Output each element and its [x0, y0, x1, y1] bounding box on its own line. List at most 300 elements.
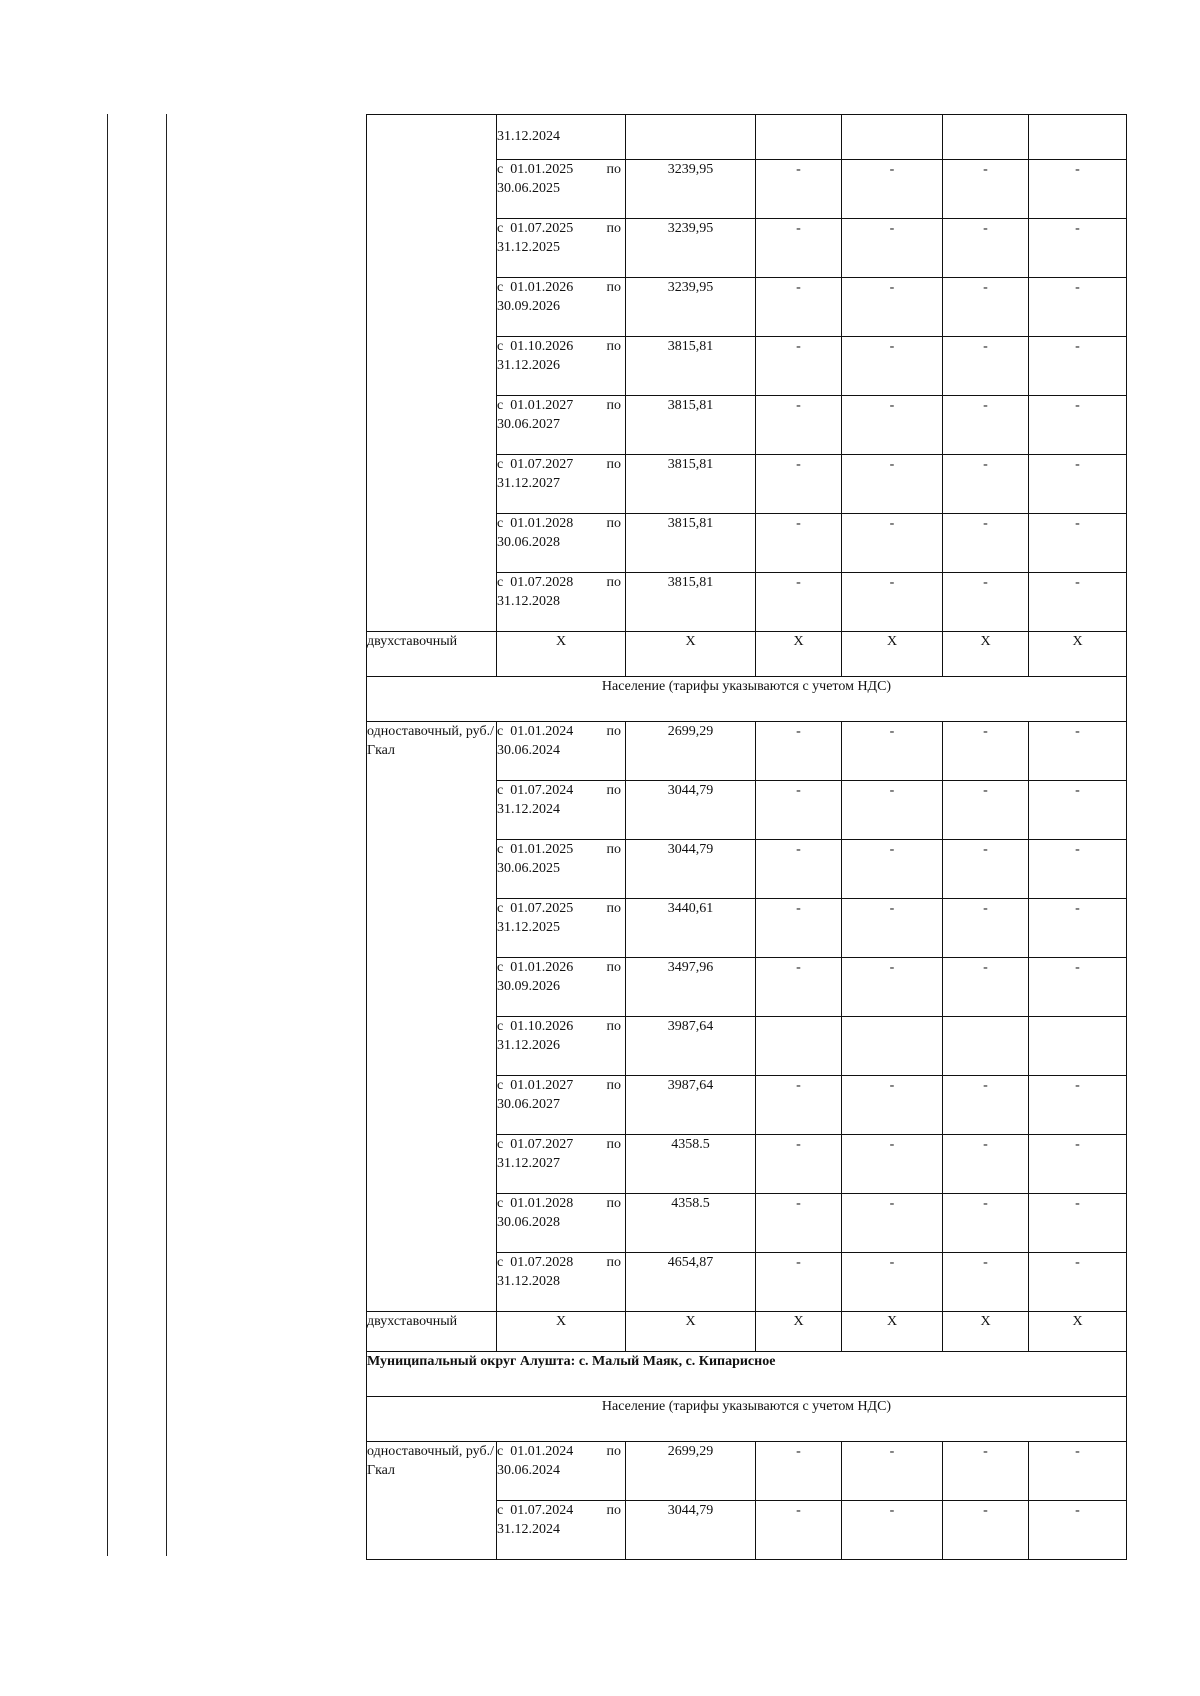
period-from-group [497, 396, 573, 415]
period-from-date: 01.07.2027 [510, 457, 574, 472]
period-from-prefix: с [497, 516, 504, 531]
period-to-date: 30.06.2027 [497, 1097, 560, 1112]
tariff-cell-c5 [943, 1017, 1029, 1076]
period-from-date: 01.10.2026 [510, 1019, 574, 1034]
tariff-value: 3987,64 [626, 1017, 756, 1076]
period-from-prefix: с [497, 339, 504, 354]
tariff-row [367, 1442, 1127, 1501]
period-from-group [497, 781, 573, 800]
tariff-cell-c6: - [1029, 958, 1127, 1017]
period-from-prefix: с [497, 960, 504, 975]
tariff-cell-c3 [756, 115, 842, 160]
period-to-line [497, 1095, 625, 1114]
period-from-line [497, 1135, 625, 1154]
tariff-cell-c4: - [842, 1501, 943, 1560]
period-cell [497, 337, 626, 396]
tariff-cell-c6: - [1029, 278, 1127, 337]
tariff-cell-c4: - [842, 455, 943, 514]
period-from-group [497, 278, 573, 297]
tariff-cell-c3: - [756, 722, 842, 781]
period-to-prefix: по [606, 280, 621, 295]
period-to-line [497, 415, 625, 434]
tariff-value: 3987,64 [626, 1076, 756, 1135]
period-to-line [497, 474, 625, 493]
tariff-cell-c6: - [1029, 1135, 1127, 1194]
period-from-prefix: с [497, 1255, 504, 1270]
period-to-date: 30.06.2025 [497, 181, 560, 196]
period-to-date: 30.06.2028 [497, 535, 560, 550]
period-cell [497, 514, 626, 573]
tariff-cell-c6: - [1029, 1076, 1127, 1135]
period-to-line [497, 1520, 625, 1539]
period-from-line [497, 722, 625, 741]
tariff-cell-c4: - [842, 899, 943, 958]
tariff-value: 3440,61 [626, 899, 756, 958]
tariff-cell-c5: - [943, 337, 1029, 396]
tariff-value: 3815,81 [626, 337, 756, 396]
municipal-district-title-row [367, 1352, 1127, 1397]
period-from-prefix: с [497, 1503, 504, 1518]
not-applicable-mark: X [842, 1312, 943, 1352]
period-from-group [497, 160, 573, 179]
not-applicable-mark: X [626, 1312, 756, 1352]
period-from-date: 01.07.2028 [510, 1255, 574, 1270]
period-from-prefix: с [497, 1019, 504, 1034]
tariff-cell-c4: - [842, 278, 943, 337]
tariff-cell-c4: - [842, 219, 943, 278]
not-applicable-mark: X [756, 1312, 842, 1352]
tariff-cell-c4: - [842, 573, 943, 632]
tariff-cell-c5 [943, 115, 1029, 160]
period-cell [497, 958, 626, 1017]
period-from-date: 01.01.2025 [510, 842, 574, 857]
not-applicable-mark: X [842, 632, 943, 677]
tariff-cell-c3 [756, 1017, 842, 1076]
period-to-date: 31.12.2025 [497, 240, 560, 255]
tariff-cell-c5: - [943, 781, 1029, 840]
section-title-population: Население (тарифы указываются с учетом НДС) [367, 677, 1127, 722]
tariff-type-label: одноставочный, руб./Гкал [367, 1442, 497, 1560]
period-to-line [497, 977, 625, 996]
tariff-value: 4358.5 [626, 1135, 756, 1194]
tariff-value: 3239,95 [626, 160, 756, 219]
period-cell [497, 115, 626, 160]
tariff-cell-c3: - [756, 1135, 842, 1194]
tariff-cell-c6: - [1029, 840, 1127, 899]
period-from-group [497, 840, 573, 859]
period-to-date: 31.12.2025 [497, 920, 560, 935]
period-to-prefix: по [606, 575, 621, 590]
period-cell [497, 1501, 626, 1560]
period-to-line [497, 533, 625, 552]
period-to-prefix: по [606, 783, 621, 798]
period-cell [497, 781, 626, 840]
period-from-prefix: с [497, 280, 504, 295]
period-from-date: 01.10.2026 [510, 339, 574, 354]
period-from-date: 01.07.2025 [510, 221, 574, 236]
tariff-value: 3815,81 [626, 396, 756, 455]
period-from-group [497, 1135, 573, 1154]
period-from-line [497, 840, 625, 859]
tariff-value: 3497,96 [626, 958, 756, 1017]
tariff-cell-c5: - [943, 899, 1029, 958]
period-to-line [497, 859, 625, 878]
tariff-cell-c4: - [842, 840, 943, 899]
period-cell [497, 455, 626, 514]
period-from-group [497, 219, 573, 238]
tariff-cell-c3: - [756, 455, 842, 514]
tariff-cell-c6: - [1029, 337, 1127, 396]
tariff-value: 2699,29 [626, 722, 756, 781]
tariff-cell-c4 [842, 115, 943, 160]
period-cell [497, 396, 626, 455]
period-from-date: 01.07.2024 [510, 1503, 574, 1518]
period-to-prefix: по [606, 1078, 621, 1093]
period-from-group [497, 1076, 573, 1095]
period-to-date: 30.06.2028 [497, 1215, 560, 1230]
period-to-date: 31.12.2028 [497, 594, 560, 609]
section-title-population-2-row [367, 1397, 1127, 1442]
tariff-cell-c3: - [756, 1076, 842, 1135]
period-to-prefix: по [606, 842, 621, 857]
tariff-cell-c3: - [756, 1442, 842, 1501]
tariff-cell-c4: - [842, 396, 943, 455]
period-cell [497, 219, 626, 278]
tariff-cell-c6: - [1029, 899, 1127, 958]
period-from-group [497, 722, 573, 741]
section-title-population-row [367, 677, 1127, 722]
tariff-cell-c4: - [842, 1194, 943, 1253]
period-to-line [497, 356, 625, 375]
not-applicable-mark: X [497, 632, 626, 677]
period-to-prefix: по [606, 457, 621, 472]
tariff-row [367, 722, 1127, 781]
tariff-cell-c5: - [943, 958, 1029, 1017]
tariff-cell-c4: - [842, 337, 943, 396]
period-to-prefix: по [606, 1503, 621, 1518]
period-from-date: 01.07.2028 [510, 575, 574, 590]
tariff-cell-c3: - [756, 396, 842, 455]
period-from-line [497, 1194, 625, 1213]
period-from-line [497, 1076, 625, 1095]
period-to-line [497, 127, 625, 146]
period-from-group [497, 573, 573, 592]
period-to-prefix: по [606, 1444, 621, 1459]
tariff-cell-c6: - [1029, 722, 1127, 781]
not-applicable-mark: X [756, 632, 842, 677]
period-from-prefix: с [497, 1196, 504, 1211]
period-to-prefix: по [606, 162, 621, 177]
period-from-line [497, 1017, 625, 1036]
period-cell [497, 160, 626, 219]
period-from-group [497, 1194, 573, 1213]
period-to-date: 31.12.2028 [497, 1274, 560, 1289]
period-to-line [497, 1036, 625, 1055]
period-from-line [497, 455, 625, 474]
period-from-prefix: с [497, 575, 504, 590]
tariff-cell-c4: - [842, 1076, 943, 1135]
period-from-prefix: с [497, 398, 504, 413]
period-to-prefix: по [606, 1255, 621, 1270]
tariff-value: 3815,81 [626, 514, 756, 573]
not-applicable-mark: X [1029, 632, 1127, 677]
tariff-value: 3815,81 [626, 573, 756, 632]
tariff-cell-c6: - [1029, 573, 1127, 632]
tariff-value: 3044,79 [626, 840, 756, 899]
period-from-line [497, 278, 625, 297]
period-cell [497, 278, 626, 337]
tariff-value: 3815,81 [626, 455, 756, 514]
period-to-line [497, 1461, 625, 1480]
tariff-cell-c6: - [1029, 160, 1127, 219]
period-cell [497, 1135, 626, 1194]
tariff-cell-c6: - [1029, 396, 1127, 455]
period-to-line [497, 238, 625, 257]
not-applicable-mark: X [626, 632, 756, 677]
tariff-cell-c4 [842, 1017, 943, 1076]
tariff-cell-c3: - [756, 781, 842, 840]
tariff-cell-c5: - [943, 573, 1029, 632]
two-rate-row [367, 1312, 1127, 1352]
tariff-cell-c3: - [756, 514, 842, 573]
period-to-line [497, 1154, 625, 1173]
period-to-prefix: по [606, 398, 621, 413]
tariff-cell-c4: - [842, 514, 943, 573]
period-from-date: 01.07.2024 [510, 783, 574, 798]
period-to-date: 30.06.2024 [497, 1463, 560, 1478]
period-cell [497, 722, 626, 781]
period-to-date: 31.12.2024 [497, 1522, 560, 1537]
tariff-cell-c4: - [842, 1135, 943, 1194]
period-to-prefix: по [606, 1137, 621, 1152]
tariff-cell-c3: - [756, 337, 842, 396]
not-applicable-mark: X [1029, 1312, 1127, 1352]
period-to-date: 30.06.2027 [497, 417, 560, 432]
tariff-cell-c4: - [842, 958, 943, 1017]
tariff-cell-c6: - [1029, 1442, 1127, 1501]
two-rate-label: двухставочный [367, 632, 497, 677]
tariff-cell-c5: - [943, 514, 1029, 573]
period-from-date: 01.01.2024 [510, 1444, 574, 1459]
tariff-cell-c4: - [842, 160, 943, 219]
period-from-date: 01.07.2025 [510, 901, 574, 916]
page-margin-line-right [166, 114, 167, 1556]
period-from-group [497, 899, 573, 918]
tariff-cell-c3: - [756, 160, 842, 219]
period-to-prefix: по [606, 516, 621, 531]
tariff-value: 4358.5 [626, 1194, 756, 1253]
period-cell [497, 1017, 626, 1076]
period-from-date: 01.01.2025 [510, 162, 574, 177]
period-to-date: 31.12.2026 [497, 1038, 560, 1053]
period-to-line [497, 1272, 625, 1291]
period-from-group [497, 958, 573, 977]
period-to-prefix: по [606, 901, 621, 916]
tariff-cell-c3: - [756, 1194, 842, 1253]
period-to-line [497, 800, 625, 819]
period-from-group [497, 337, 573, 356]
tariff-cell-c6 [1029, 115, 1127, 160]
tariff-cell-c5: - [943, 840, 1029, 899]
tariff-type-cell [367, 115, 497, 632]
tariff-cell-c5: - [943, 219, 1029, 278]
period-from-date: 01.01.2026 [510, 960, 574, 975]
two-rate-label: двухставочный [367, 1312, 497, 1352]
tariff-cell-c4: - [842, 781, 943, 840]
tariff-cell-c6: - [1029, 1501, 1127, 1560]
period-from-line [497, 1501, 625, 1520]
period-to-prefix: по [606, 1196, 621, 1211]
period-from-prefix: с [497, 1137, 504, 1152]
tariff-cell-c5: - [943, 722, 1029, 781]
period-from-prefix: с [497, 1078, 504, 1093]
period-from-line [497, 573, 625, 592]
period-from-line [497, 337, 625, 356]
page-margin-line-left [107, 114, 108, 1556]
period-cell [497, 1442, 626, 1501]
period-cell [497, 840, 626, 899]
period-to-line [497, 297, 625, 316]
tariff-cell-c5: - [943, 1442, 1029, 1501]
tariff-cell-c5: - [943, 278, 1029, 337]
period-from-prefix: с [497, 162, 504, 177]
period-from-line [497, 396, 625, 415]
period-from-prefix: с [497, 783, 504, 798]
two-rate-row [367, 632, 1127, 677]
tariff-cell-c3: - [756, 840, 842, 899]
period-to-prefix: по [606, 960, 621, 975]
period-to-date: 30.06.2024 [497, 743, 560, 758]
tariff-value: 3044,79 [626, 781, 756, 840]
period-from-prefix: с [497, 901, 504, 916]
tariff-cell-c4: - [842, 722, 943, 781]
period-from-line [497, 899, 625, 918]
period-cell [497, 1253, 626, 1312]
tariff-cell-c3: - [756, 219, 842, 278]
period-to-prefix: по [606, 339, 621, 354]
period-from-line [497, 1253, 625, 1272]
period-to-line [497, 592, 625, 611]
period-from-date: 01.01.2028 [510, 1196, 574, 1211]
period-from-date: 01.01.2027 [510, 398, 574, 413]
period-to-date: 31.12.2024 [497, 802, 560, 817]
tariff-cell-c5: - [943, 1253, 1029, 1312]
period-from-group [497, 1501, 573, 1520]
tariff-cell-c6: - [1029, 1253, 1127, 1312]
period-from-line [497, 219, 625, 238]
tariff-cell-c5: - [943, 455, 1029, 514]
tariff-cell-c6: - [1029, 455, 1127, 514]
tariff-row [367, 115, 1127, 160]
tariff-table [366, 114, 1127, 1560]
tariff-cell-c6: - [1029, 219, 1127, 278]
period-from-date: 01.01.2024 [510, 724, 574, 739]
tariff-value [626, 115, 756, 160]
period-to-prefix: по [606, 221, 621, 236]
tariff-cell-c5: - [943, 1194, 1029, 1253]
tariff-value: 3239,95 [626, 219, 756, 278]
tariff-cell-c5: - [943, 160, 1029, 219]
period-to-prefix: по [606, 1019, 621, 1034]
not-applicable-mark: X [943, 632, 1029, 677]
period-from-line [497, 1442, 625, 1461]
period-from-group [497, 1017, 573, 1036]
tariff-cell-c3: - [756, 1501, 842, 1560]
period-to-date: 30.09.2026 [497, 979, 560, 994]
period-to-date: 31.12.2024 [497, 129, 560, 144]
tariff-cell-c5: - [943, 1501, 1029, 1560]
period-cell [497, 1194, 626, 1253]
tariff-cell-c6: - [1029, 514, 1127, 573]
period-cell [497, 573, 626, 632]
tariff-value: 3239,95 [626, 278, 756, 337]
tariff-cell-c5: - [943, 396, 1029, 455]
period-from-prefix: с [497, 457, 504, 472]
tariff-type-label: одноставочный, руб./Гкал [367, 722, 497, 1312]
period-to-line [497, 179, 625, 198]
tariff-cell-c3: - [756, 899, 842, 958]
period-from-prefix: с [497, 724, 504, 739]
tariff-value: 2699,29 [626, 1442, 756, 1501]
period-to-date: 31.12.2027 [497, 1156, 560, 1171]
period-from-date: 01.01.2028 [510, 516, 574, 531]
period-to-prefix: по [606, 724, 621, 739]
period-from-line [497, 514, 625, 533]
tariff-cell-c6 [1029, 1017, 1127, 1076]
period-to-date: 30.06.2025 [497, 861, 560, 876]
period-from-line [497, 160, 625, 179]
period-cell [497, 1076, 626, 1135]
period-from-group [497, 1253, 573, 1272]
tariff-cell-c3: - [756, 1253, 842, 1312]
tariff-table-body [367, 115, 1127, 1560]
tariff-cell-c3: - [756, 958, 842, 1017]
period-cell [497, 899, 626, 958]
not-applicable-mark: X [943, 1312, 1029, 1352]
municipal-district-title: Муниципальный округ Алушта: с. Малый Маяк, с. Кипарисное [367, 1352, 1127, 1397]
tariff-cell-c6: - [1029, 781, 1127, 840]
period-from-prefix: с [497, 842, 504, 857]
period-to-line [497, 1213, 625, 1232]
section-title-population-2: Население (тарифы указываются с учетом НДС) [367, 1397, 1127, 1442]
period-to-date: 30.09.2026 [497, 299, 560, 314]
period-from-date: 01.07.2027 [510, 1137, 574, 1152]
period-from-line [497, 958, 625, 977]
period-from-group [497, 514, 573, 533]
period-from-date: 01.01.2026 [510, 280, 574, 295]
tariff-value: 3044,79 [626, 1501, 756, 1560]
period-from-prefix: с [497, 1444, 504, 1459]
not-applicable-mark: X [497, 1312, 626, 1352]
tariff-cell-c4: - [842, 1253, 943, 1312]
tariff-cell-c6: - [1029, 1194, 1127, 1253]
period-from-group [497, 455, 573, 474]
period-from-prefix: с [497, 221, 504, 236]
period-to-line [497, 918, 625, 937]
tariff-cell-c3: - [756, 278, 842, 337]
tariff-cell-c5: - [943, 1076, 1029, 1135]
tariff-cell-c5: - [943, 1135, 1029, 1194]
period-to-date: 31.12.2027 [497, 476, 560, 491]
period-to-date: 31.12.2026 [497, 358, 560, 373]
period-from-group [497, 1442, 573, 1461]
tariff-cell-c3: - [756, 573, 842, 632]
period-from-date: 01.01.2027 [510, 1078, 574, 1093]
tariff-value: 4654,87 [626, 1253, 756, 1312]
period-from-line [497, 781, 625, 800]
period-to-line [497, 741, 625, 760]
tariff-cell-c4: - [842, 1442, 943, 1501]
